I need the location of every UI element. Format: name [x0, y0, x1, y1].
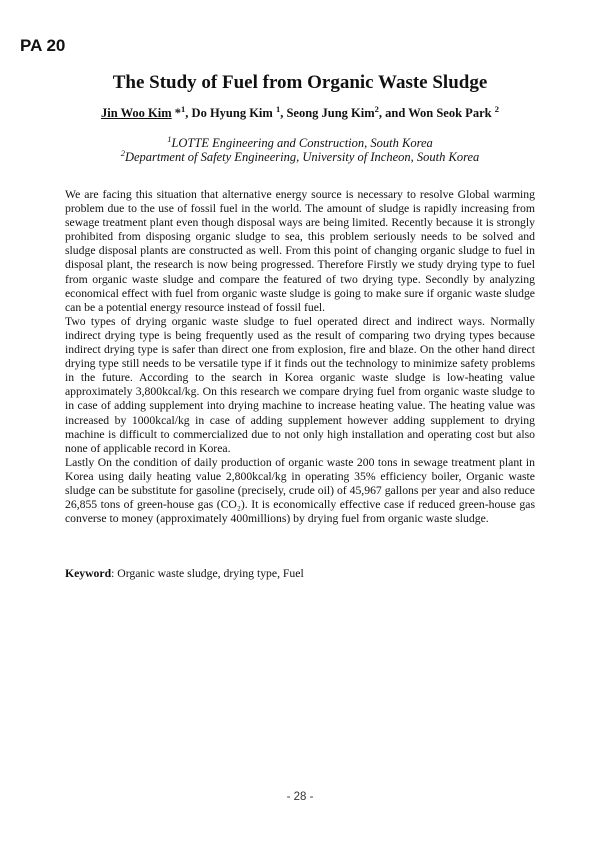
- keyword-label: Keyword: [65, 567, 112, 580]
- author-sup: 1: [275, 104, 281, 114]
- author-separator: ,: [280, 106, 287, 121]
- page-number: - 28 -: [286, 791, 314, 803]
- author-name: Seong Jung Kim: [286, 106, 375, 121]
- affiliation-sup: 1: [167, 134, 172, 144]
- affiliation-text: Department of Safety Engineering, University of Incheon, South Korea: [124, 150, 480, 165]
- affiliation-text: LOTTE Engineering and Construction, South Korea: [171, 136, 433, 151]
- author-mark: *: [171, 106, 182, 121]
- author-sup: 1: [181, 104, 186, 114]
- affiliation-2: [0, 148, 600, 165]
- author-separator: ,: [185, 106, 192, 121]
- abstract-paragraph: We are facing this situation that alternative energy source is necessary to resolve Global warming problem due to the use of fossil fuel in the world. The amount of sludge is rapidly increasing from sewage treatment plant even though disposal ways are being limited. Recently because it is strongly prohibited from disposing organic sludge to sea, this problem seriously needs to be solved and sludge disposal plants are constructed as well. From this point of changing organic sludge to fuel in disposal plant, the research is now being progressed. Therefore Firstly we study drying type to fuel from organic waste sludge and compare the featured of two drying type. Secondly by analyzing economical effect with fuel from organic waste sludge is going to make sure if organic waste sludge can be a potential energy resource instead of fossil fuel.: [65, 188, 535, 314]
- paper-title: The Study of Fuel from Organic Waste Sludge: [112, 72, 488, 93]
- author-sup: 2: [374, 104, 379, 114]
- abstract-paragraph: Two types of drying organic waste sludge to fuel operated direct and indirect ways. Normally indirect drying type is being frequently used as the result of comparing two drying types because indirect drying type is safer than direct one from explosion, fire and blaze. On the other hand direct drying type still needs to be versatile type if it finds out the technology to minimize safety problems in the future. According to the search in Korea organic waste sludge is low-heating value approximately 3,800kcal/kg. On this research we compare drying fuel from organic waste sludge to in case of adding supplement into drying machine to increase heating value. The heating value was increased by 1000kcal/kg in case of adding supplement however adding supplement to drying machine is difficult to commercialized due to not only high installation and operating cost but also none of applicable record in Korea.: [65, 314, 535, 455]
- author-name: Jin Woo Kim: [101, 106, 172, 121]
- abstract-body: [65, 188, 535, 526]
- author-name: Won Seok Park: [408, 106, 492, 121]
- keyword-line: [65, 567, 535, 580]
- author-separator: , and: [378, 106, 409, 121]
- author-sup: 2: [494, 104, 499, 114]
- author-list: [0, 104, 600, 121]
- author-name: Do Hyung Kim: [191, 106, 273, 121]
- keyword-text: : Organic waste sludge, drying type, Fuel: [111, 567, 304, 580]
- session-code: PA 20: [20, 36, 66, 55]
- affiliation-sup: 2: [120, 148, 125, 158]
- abstract-paragraph: Lastly On the condition of daily production of organic waste 200 tons in sewage treatment plant in Korea using daily heating value 2,800kcal/kg in operating 35% efficiency boiler, Organic waste sludge can be substitute for gasoline (precisely, crude oil) of 45,967 gallons per year and also reduce 26,855 tons of green-house gas (CO₂). It is economically effective case if reduced green-house gas converse to money (approximately 400millions) by drying fuel from organic waste sludge.: [65, 455, 535, 526]
